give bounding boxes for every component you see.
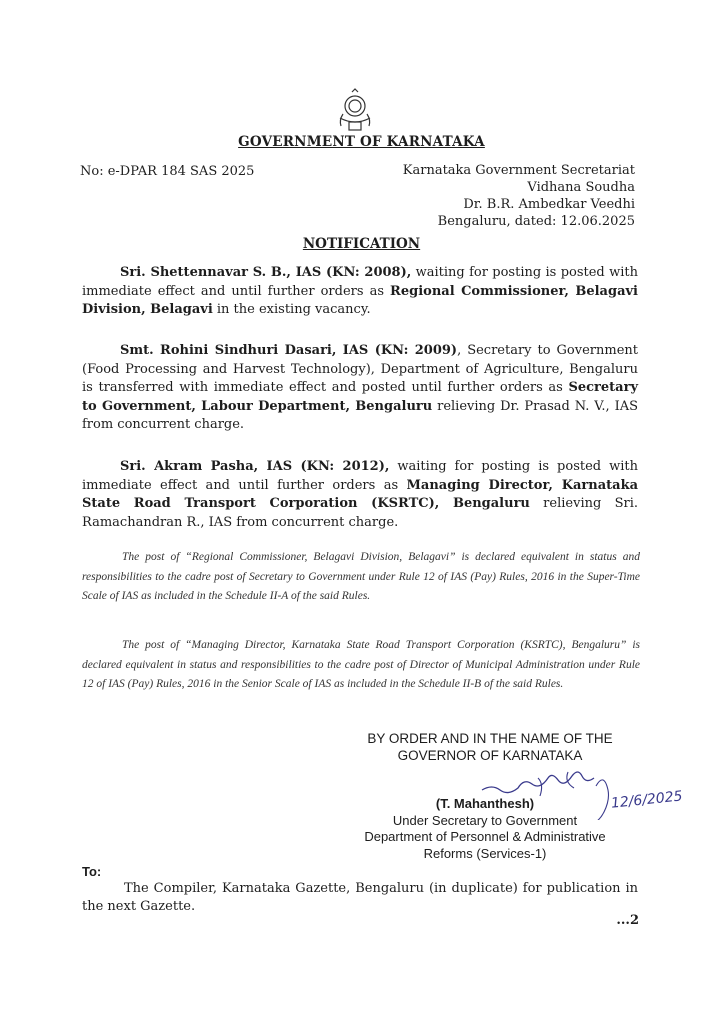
italic-note-2: The post of “Managing Director, Karnataka State Road Transport Corporation (KSRTC), Bengaluru” is declared equivalent in status and responsibilities to the cadre post of Director of Municipal Administration under Rule 12 of IAS (Pay) Rules, 2016 in the Senior Scale of IAS as included in the Schedule II-B of the said Rules. [82, 639, 640, 690]
paragraph-text: , Secretary to Government (Food Processing and Harvest Technology), Department of Agriculture, Bengaluru is transferred with immediate effect and posted until further orders as [82, 343, 638, 396]
paragraph-text: in the existing vacancy. [212, 302, 371, 318]
to-label: To: [82, 864, 102, 879]
to-recipient [82, 880, 638, 916]
signatory-section: Reforms (Services-1) [423, 845, 547, 861]
order-number: No: e-DPAR 184 SAS 2025 [80, 164, 255, 179]
notification-title: NOTIFICATION [302, 236, 421, 252]
signatory-name: (T. Mahanthesh) [435, 796, 535, 811]
by-order-line: BY ORDER AND IN THE NAME OF THE [367, 731, 613, 746]
paragraph-text: waiting for posting is posted with immediate effect and until further orders as [82, 265, 638, 299]
by-order-block [340, 730, 640, 764]
by-order-line: GOVERNOR OF KARNATAKA [397, 748, 583, 763]
state-emblem-icon [332, 88, 378, 134]
signatory-designation: Under Secretary to Government [392, 812, 578, 828]
address-line: Bengaluru, dated: 12.06.2025 [437, 214, 635, 229]
address-line: Dr. B.R. Ambedkar Veedhi [463, 197, 635, 212]
posting: Regional Commissioner, Belagavi Division, Belagavi [82, 283, 638, 318]
paragraph-1 [82, 264, 638, 320]
handwritten-date-text: 12/6/2025 [610, 788, 684, 812]
to-recipient-text: The Compiler, Karnataka Gazette, Bengaluru (in duplicate) for publication in the next Gazette. [82, 881, 638, 914]
officer-name: Smt. Rohini Sindhuri Dasari, IAS (KN: 2009) [120, 343, 458, 358]
posting: Secretary to Government, Labour Department, Bengaluru [82, 380, 638, 414]
address-line: Karnataka Government Secretariat [402, 163, 635, 178]
italic-note-1: The post of “Regional Commissioner, Belagavi Division, Belagavi” is declared equivalent in status and responsibilities to the cadre post of Secretary to Government under Rule 12 of IAS (Pay) Rules, 2016 in the Super-Time Scale of IAS as included in the Schedule II-A of the said Rules. [82, 551, 640, 602]
address-line: Vidhana Soudha [527, 180, 635, 195]
page-continuation: ...2 [616, 913, 639, 928]
paragraph-text: relieving Sri. Ramachandran R., IAS from concurrent charge. [82, 496, 638, 530]
signatory-department: Department of Personnel & Administrative [364, 829, 606, 844]
paragraph-2 [82, 342, 638, 435]
office-address [403, 162, 635, 230]
signatory-block [330, 796, 640, 862]
government-heading: GOVERNMENT OF KARNATAKA [238, 134, 485, 150]
officer-name: Sri. Shettennavar S. B., IAS (KN: 2008), [120, 265, 412, 280]
paragraph-text: waiting for posting is posted with immediate effect and until further orders as [82, 459, 638, 493]
paragraph-text: relieving Dr. Prasad N. V., IAS from concurrent charge. [82, 398, 638, 433]
posting: Managing Director, Karnataka State Road Transport Corporation (KSRTC), Bengaluru [82, 477, 639, 512]
officer-name: Sri. Akram Pasha, IAS (KN: 2012), [120, 459, 390, 474]
paragraph-3 [82, 458, 638, 532]
